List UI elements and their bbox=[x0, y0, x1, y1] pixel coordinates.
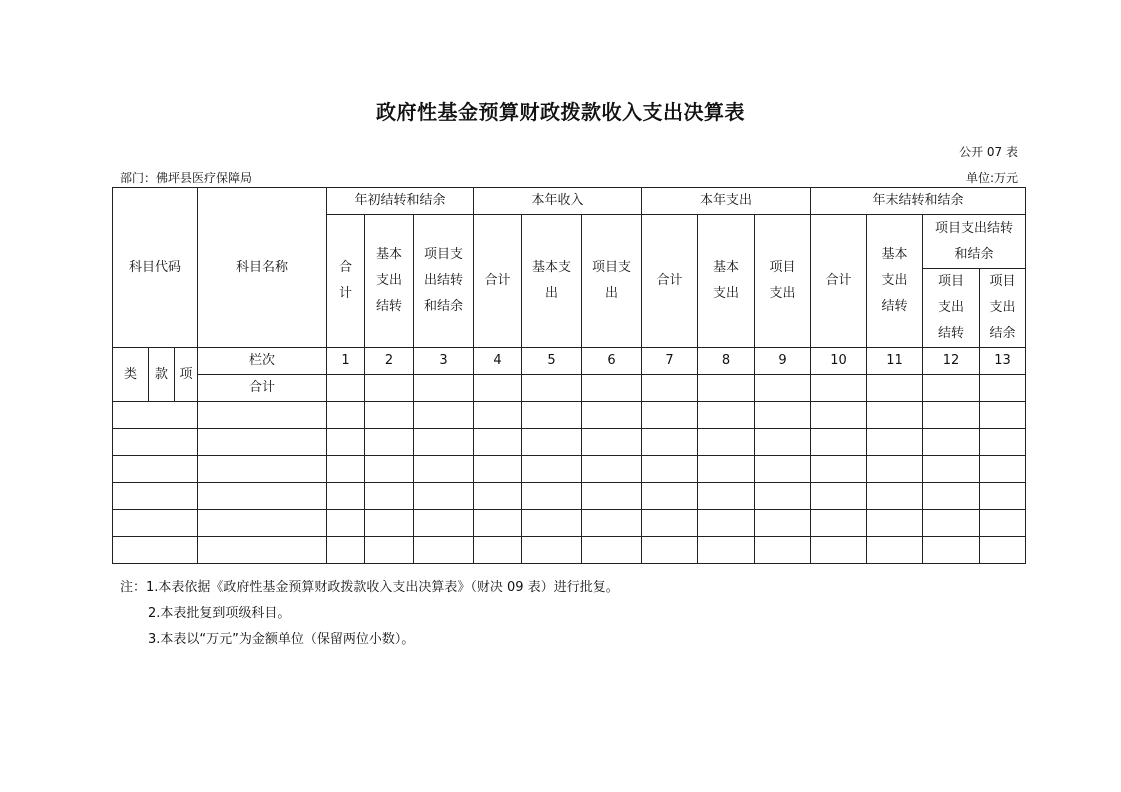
table-cell bbox=[198, 483, 327, 510]
table-cell bbox=[198, 537, 327, 564]
table-cell bbox=[980, 429, 1026, 456]
expenditure-project-header: 项目 支出 bbox=[755, 215, 811, 348]
column-label: 栏次 bbox=[198, 348, 327, 375]
opening-total-header: 合 计 bbox=[327, 215, 365, 348]
table-cell bbox=[113, 483, 198, 510]
table-cell bbox=[474, 456, 522, 483]
table-cell bbox=[522, 402, 582, 429]
table-cell bbox=[923, 402, 980, 429]
table-cell bbox=[642, 537, 698, 564]
table-cell bbox=[474, 402, 522, 429]
table-cell bbox=[198, 510, 327, 537]
table-cell bbox=[923, 537, 980, 564]
table-cell bbox=[522, 510, 582, 537]
table-cell bbox=[474, 429, 522, 456]
income-basic-header: 基本支 出 bbox=[522, 215, 582, 348]
table-cell bbox=[582, 483, 642, 510]
income-project-header: 项目支 出 bbox=[582, 215, 642, 348]
table-cell bbox=[755, 537, 811, 564]
table-cell bbox=[582, 537, 642, 564]
table-cell bbox=[867, 456, 923, 483]
subject-code-header: 科目代码 bbox=[113, 188, 198, 348]
closing-total-header: 合计 bbox=[811, 215, 867, 348]
table-cell bbox=[755, 375, 811, 402]
column-number: 5 bbox=[522, 348, 582, 375]
footnote-3: 3.本表以“万元”为金额单位（保留两位小数）。 bbox=[148, 632, 415, 647]
table-cell bbox=[923, 375, 980, 402]
table-cell bbox=[198, 402, 327, 429]
table-cell bbox=[811, 429, 867, 456]
table-cell bbox=[414, 537, 474, 564]
table-row bbox=[113, 456, 1026, 483]
table-cell bbox=[867, 510, 923, 537]
table-cell bbox=[327, 402, 365, 429]
footnotes bbox=[120, 575, 619, 653]
group-header-opening: 年初结转和结余 bbox=[327, 188, 474, 215]
table-row bbox=[113, 483, 1026, 510]
table-cell bbox=[198, 429, 327, 456]
table-cell bbox=[698, 510, 755, 537]
table-cell bbox=[698, 375, 755, 402]
column-number-row bbox=[113, 348, 1026, 375]
table-cell bbox=[522, 537, 582, 564]
table-row bbox=[113, 537, 1026, 564]
table-cell bbox=[365, 375, 414, 402]
table-cell bbox=[414, 483, 474, 510]
table-cell bbox=[642, 375, 698, 402]
table-cell bbox=[414, 429, 474, 456]
closing-project-carry-header: 项目 支出 结转 bbox=[923, 269, 980, 348]
table-cell bbox=[113, 456, 198, 483]
budget-table bbox=[112, 187, 1026, 564]
footnote-2: 2.本表批复到项级科目。 bbox=[148, 606, 291, 621]
table-cell bbox=[867, 375, 923, 402]
table-cell bbox=[867, 402, 923, 429]
table-cell bbox=[365, 483, 414, 510]
table-cell bbox=[474, 483, 522, 510]
group-header-expenditure: 本年支出 bbox=[642, 188, 811, 215]
table-cell bbox=[113, 537, 198, 564]
table-cell bbox=[113, 429, 198, 456]
table-cell bbox=[698, 537, 755, 564]
table-cell bbox=[867, 429, 923, 456]
table-cell bbox=[755, 510, 811, 537]
table-cell bbox=[327, 510, 365, 537]
header-row-1 bbox=[113, 188, 1026, 215]
table-cell bbox=[414, 375, 474, 402]
table-cell bbox=[980, 375, 1026, 402]
expenditure-total-header: 合计 bbox=[642, 215, 698, 348]
expenditure-basic-header: 基本 支出 bbox=[698, 215, 755, 348]
column-number: 8 bbox=[698, 348, 755, 375]
table-cell bbox=[414, 510, 474, 537]
table-cell bbox=[582, 429, 642, 456]
unit-label: 单位:万元 bbox=[965, 171, 1018, 185]
table-cell bbox=[867, 537, 923, 564]
table-cell bbox=[582, 510, 642, 537]
code-class-header: 类 bbox=[113, 348, 149, 402]
table-cell bbox=[811, 456, 867, 483]
table-cell bbox=[327, 483, 365, 510]
table-cell bbox=[365, 456, 414, 483]
table-cell bbox=[642, 402, 698, 429]
table-cell bbox=[522, 456, 582, 483]
table-cell bbox=[582, 375, 642, 402]
table-cell bbox=[923, 510, 980, 537]
group-header-closing: 年末结转和结余 bbox=[811, 188, 1026, 215]
table-cell bbox=[414, 402, 474, 429]
opening-basic-header: 基本 支出 结转 bbox=[365, 215, 414, 348]
column-number: 1 bbox=[327, 348, 365, 375]
table-cell bbox=[980, 537, 1026, 564]
table-cell bbox=[980, 483, 1026, 510]
table-cell bbox=[642, 429, 698, 456]
table-cell bbox=[327, 375, 365, 402]
closing-project-group-header: 项目支出结转 和结余 bbox=[923, 215, 1026, 269]
table-cell bbox=[755, 483, 811, 510]
column-number: 4 bbox=[474, 348, 522, 375]
table-cell bbox=[980, 402, 1026, 429]
table-cell bbox=[923, 483, 980, 510]
column-number: 2 bbox=[365, 348, 414, 375]
code-item-header: 项 bbox=[175, 348, 198, 402]
table-cell bbox=[980, 510, 1026, 537]
department-label: 部门：佛坪县医疗保障局 bbox=[120, 171, 253, 185]
table-cell bbox=[755, 429, 811, 456]
opening-project-header: 项目支 出结转 和结余 bbox=[414, 215, 474, 348]
table-cell bbox=[811, 483, 867, 510]
table-cell bbox=[642, 510, 698, 537]
table-cell bbox=[474, 375, 522, 402]
table-cell bbox=[474, 510, 522, 537]
footnote-1: 注：1.本表依据《政府性基金预算财政拨款收入支出决算表》（财决 09 表）进行批复。 bbox=[120, 580, 619, 595]
table-cell bbox=[923, 456, 980, 483]
column-number: 9 bbox=[755, 348, 811, 375]
table-row bbox=[113, 429, 1026, 456]
table-cell bbox=[811, 375, 867, 402]
table-cell bbox=[811, 537, 867, 564]
column-number: 12 bbox=[923, 348, 980, 375]
table-cell bbox=[755, 456, 811, 483]
table-cell bbox=[698, 402, 755, 429]
table-cell bbox=[980, 456, 1026, 483]
table-cell bbox=[642, 456, 698, 483]
table-cell bbox=[113, 402, 198, 429]
closing-project-surplus-header: 项目 支出 结余 bbox=[980, 269, 1026, 348]
income-total-header: 合计 bbox=[474, 215, 522, 348]
subject-name-header: 科目名称 bbox=[198, 188, 327, 348]
column-number: 3 bbox=[414, 348, 474, 375]
table-cell bbox=[522, 483, 582, 510]
table-cell bbox=[642, 483, 698, 510]
form-number: 公开 07 表 bbox=[959, 145, 1018, 159]
table-cell bbox=[811, 510, 867, 537]
table-cell bbox=[474, 537, 522, 564]
table-cell bbox=[198, 456, 327, 483]
column-number: 6 bbox=[582, 348, 642, 375]
table-cell bbox=[113, 510, 198, 537]
group-header-income: 本年收入 bbox=[474, 188, 642, 215]
table-cell bbox=[811, 402, 867, 429]
table-cell bbox=[365, 510, 414, 537]
table-cell bbox=[867, 483, 923, 510]
table-cell bbox=[522, 375, 582, 402]
page-title: 政府性基金预算财政拨款收入支出决算表 bbox=[376, 100, 745, 124]
table-cell bbox=[365, 402, 414, 429]
column-number: 7 bbox=[642, 348, 698, 375]
table-row bbox=[113, 510, 1026, 537]
table-cell bbox=[365, 537, 414, 564]
table-cell bbox=[582, 402, 642, 429]
column-number: 13 bbox=[980, 348, 1026, 375]
total-row bbox=[113, 375, 1026, 402]
table-cell bbox=[327, 456, 365, 483]
table-cell bbox=[923, 429, 980, 456]
table-cell bbox=[327, 429, 365, 456]
table-cell bbox=[365, 429, 414, 456]
table-cell bbox=[755, 402, 811, 429]
table-cell bbox=[698, 429, 755, 456]
table-cell bbox=[582, 456, 642, 483]
column-number: 11 bbox=[867, 348, 923, 375]
closing-basic-header: 基本 支出 结转 bbox=[867, 215, 923, 348]
table-row bbox=[113, 402, 1026, 429]
total-row-label: 合计 bbox=[198, 375, 327, 402]
table-cell bbox=[698, 456, 755, 483]
code-section-header: 款 bbox=[149, 348, 175, 402]
table-cell bbox=[414, 456, 474, 483]
table-cell bbox=[327, 537, 365, 564]
table-cell bbox=[698, 483, 755, 510]
table-cell bbox=[522, 429, 582, 456]
column-number: 10 bbox=[811, 348, 867, 375]
